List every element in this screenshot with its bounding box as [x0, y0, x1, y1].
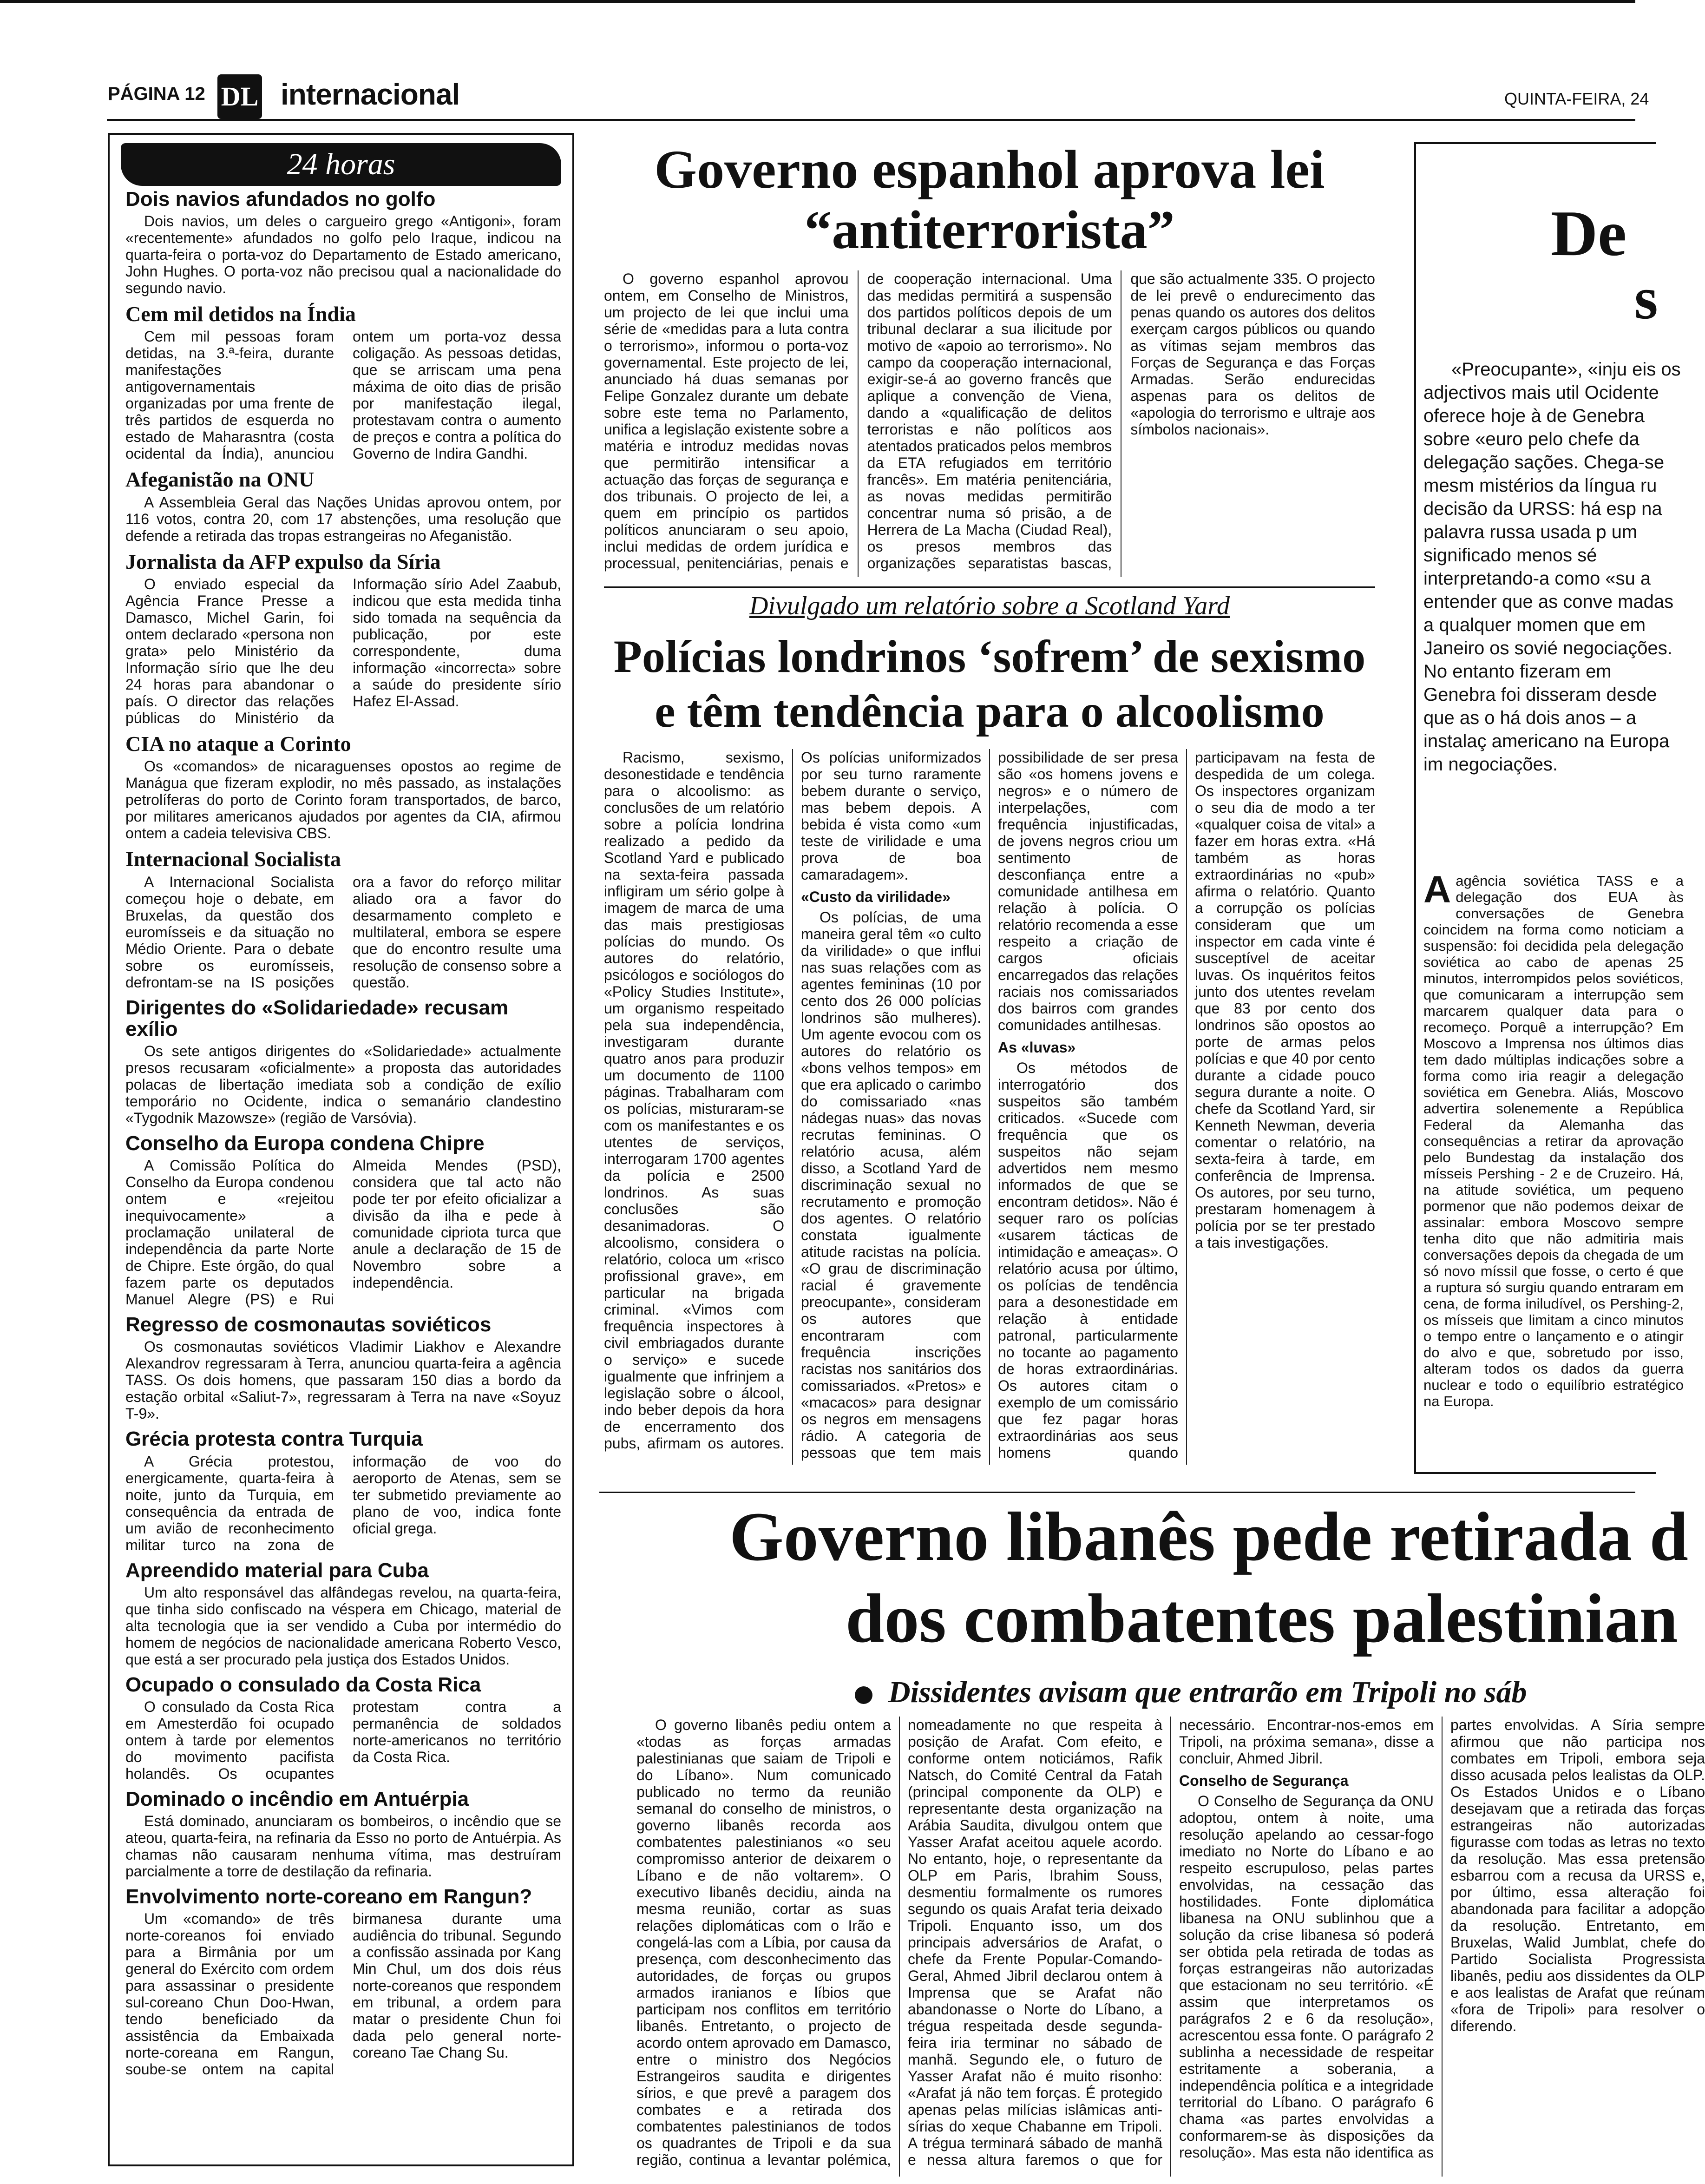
news24-item-text: O consulado da Costa Rica em Amesterdão foi ocupado ontem à tarde por elementos do movimento pacifista holandês. Os ocupantes protestam contra a permanência de soldados norte-americanos no território da Costa Rica. [125, 1698, 561, 1782]
police-subhead-1: «Custo da virilidade» [801, 888, 951, 905]
lebanon-subhead-2: Conselho de Segurança [1179, 1772, 1349, 1789]
news24-item-title: Ocupado o consulado da Costa Rica [125, 1673, 481, 1696]
spain-body: O governo espanhol aprovou ontem, em Conselho de Ministros, um projecto de lei que inclui uma série de «medidas para a luta contra o terrorismo», informou o porta-voz governamental. Este projecto de lei, anunciado há duas semanas por Felipe Gonzalez durante um debate sobre este tema no Parlamento, unifica a legislação existente sobre a matéria e introduz medidas novas que permitirão intensificar a actuação das forças de segurança e dos tribunais. O projecto de lei, a quem em princípio os partidos políticos anunciaram o seu apoio, inclui medidas de ordem jurídica e processual, penitenciárias, penais e de cooperação internacional. Uma das medidas permitirá a suspensão dos partidos políticos depois de um tribunal declarar a sua ilicitude por motivo de «apoio ao terrorismo». No campo da cooperação internacional, exigir-se-á ao governo francês que aplique a convenção de Viena, dando a «qualificação de delitos terroristas e não políticos aos atentados praticados pelos membros da ETA refugiados em território francês». Em matéria penitenciária, as novas medidas permitirão concentrar numa só prisão, a de Herrera de La Macha (Ciudad Real), os presos membros das organizações separatistas bascas, que são actualmente 335. O projecto de lei prevê o endurecimento das penas quando os autores dos delitos exerçam cargos públicos ou quando as vítimas sejam membros das Forças de Segurança e das Forças Armadas. Serão endurecidas aspenas para os delitos de «apologia do terrorismo e ultraje aos símbolos nacionais». [604, 270, 1375, 572]
lebanon-headline-line1: Governo libanês pede retirada d [729, 1498, 1688, 1575]
police-para-a: Racismo, sexismo, desonestidade e tendência para o alcoolismo: as conclusões de um relatório sobre a polícia londrina realizado a pedido da Scotland Yard e publicado na sexta-feira passada infligiram um sério golpe à imagem de marca de uma das mais prestigiosas polícias do mundo. Os autores do relatório, psicólogos e sociólogos do «Policy Studies Institute», um organismo respeitado pela sua independência, investigaram durante quatro anos para produzir um documento de 1100 páginas. Trabalharam com os polícias, misturaram-se com os manifestantes e os utentes de serviços, interrogaram 1700 agentes da polícia e 2500 londrinos. As suas conclusões são desanimadoras. O alcoolismo, considera o relatório, coloca um «risco profissional grave», em particular na brigada criminal. «Vimos com frequência inspectores à civil embriagados durante o serviço» e sucede igualmente que infrinjem a legislação sobre o álcool, indo beber depois da hora de encerramento dos pubs, afirmam os autores. Os polícias uniformizados por seu turno raramente bebem durante o serviço, mas bebem depois. A bebida é vista como «um teste de virilidade e uma prova de boa camaradagem». [604, 749, 981, 1452]
news24-item [125, 733, 561, 842]
news24-item [125, 551, 561, 726]
news24-item [125, 1560, 561, 1668]
top-page-rule [0, 0, 1635, 3]
news24-item [125, 997, 561, 1126]
news24-item [125, 303, 561, 462]
soviet-article [1414, 142, 1684, 1474]
police-article [604, 589, 1375, 1493]
police-para-b: Os polícias, de uma maneira geral têm «o culto da virilidade» o que influi nas suas relações com as agentes femininas (10 por cento dos 26 000 polícias londrinos são mulheres). Um agente evocou com os autores do relatório os «bons velhos tempos» em que era aplicado o carimbo do comissariado «nas nádegas nuas» das novas recrutas femininas. O relatório acusa, além disso, a Scotland Yard de discriminação sexual no recrutamento e promoção dos agentes. O relatório constata igualmente atitude racistas na polícia. «O grau de discriminação racial é gravemente preocupante», consideram os autores que encontraram com frequência inscrições racistas nos sanitários dos comissariados. «Pretos» e «macacos» para designar os negros em mensagens rádio. A categoria de pessoas que tem mais possibilidade de ser presa são «os homens jovens e negros» e o número de interpelações, com frequência injustificadas, de jovens negros criou um sentimento de desconfiança entre a comunidade antilhesa em relação à polícia. O relatório recomenda a esse respeito a criação de cargos oficiais encarregados das relações raciais nos comissariados dos bairros com grandes comunidades antilhesas. [801, 749, 1178, 1461]
news24-item-title: Dois navios afundados no golfo [125, 188, 436, 211]
soviet-headline-2: s [1634, 265, 1658, 332]
news24-item-title: Conselho da Europa condena Chipre [125, 1132, 485, 1155]
soviet-headline [1551, 199, 1626, 269]
news24-item-text: Os «comandos» de nicaraguenses opostos ao regime de Manágua que fizeram explodir, no mês passado, as instalações petrolíferas do porto de Corinto foram transportados, de barco, por militares americanos ajudados por agentes da CIA, afirmou ontem a cadeia televisiva CBS. [125, 758, 561, 842]
date-label: QUINTA-FEIRA, 24 [1504, 89, 1649, 108]
section-title: internacional [281, 78, 460, 111]
soviet-body: agência soviética TASS e a delegação dos EUA às conversações de Genebra coincidem na forma como noticiam a suspensão: foi decidida pela delegação soviética ao cabo de apenas 25 minutos, interrompidos pelos soviéticos, que comunicaram a interrupção sem marcarem qualquer data para o recomeço. Porquê a interrupção? Em Moscovo a Imprensa nos últimos dias tem dado múltiplas indicações sobre a forma como iria reagir a delegação soviética em Genebra. Aliás, Moscovo advertira solenemente a República Federal da Alemanha das consequências a retirar da aprovação pelo Bundestag da instalação dos mísseis Pershing - 2 e de Cruzeiro. Há, na atitude soviética, um pequeno pormenor que não podemos deixar de assinalar: embora Moscovo sempre tenha dito que não admitiria mais conversações depois da chegada de um só novo míssil que fosse, o certo é que a ruptura só surgiu quando entraram em cena, de forma iniludível, os Pershing-2, os mísseis que limitam a cinco minutos o tempo entre o lançamento e o atingir do alvo e que, sobretudo por isso, alteram todos os dados da guerra nuclear e todo o equilíbrio estratégico na Europa. [1423, 873, 1684, 1409]
lebanon-headline-line2: dos combatentes palestinian [846, 1580, 1678, 1657]
soviet-dropcap: A [1423, 868, 1451, 911]
news24-box [108, 133, 574, 2166]
news24-banner [121, 143, 561, 186]
soviet-intro: «Preocupante», «inju eis os adjectivos mais util Ocidente oferece hoje à de Genebra sobre «euro pelo chefe da delegação sações. Chega-se mesm mistérios da língua ru decisão da URSS: há esp na palavra russa usada p um significado menos sé interpretando-a como «su a entender que as conve madas a qualquer momen que em Janeiro os sovié negociações. No entanto fizeram em Genebra foi disseram desde que as o há dois anos – a instalaç americano na Europa im negociações. [1423, 359, 1681, 775]
news24-item-text: Um «comando» de três norte-coreanos foi enviado para a Birmânia por um general do Exército com ordem para assassinar o presidente sul-coreano Chun Doo-Hwan, tendo beneficiado da assistência da Embaixada norte-coreana em Rangun, soube-se ontem na capital birmanesa durante uma audiência do tribunal. Segundo a confissão assinada por Kang Min Chul, um dos dois réus norte-coreanos que respondem em tribunal, a ordem para matar o presidente Chun foi dada pelo general norte-coreano Tae Chang Su. [125, 1910, 561, 2078]
news24-item-title: Apreendido material para Cuba [125, 1559, 429, 1582]
lebanon-body [636, 1717, 1705, 2177]
news24-item-title: Regresso de cosmonautas soviéticos [125, 1313, 492, 1336]
news24-item-text: A Internacional Socialista começou hoje o debate, em Bruxelas, da questão dos euromísseis e da situação no Médio Oriente. Para o debate sobre os euromísseis, defrontam-se na IS posições ora a favor do reforço militar aliado ora a favor do desarmamento completo e multilateral, embora se espere que do encontro resulte uma resolução de consenso sobre a questão. [125, 873, 561, 991]
news24-item [125, 468, 561, 544]
news24-item [125, 1674, 561, 1782]
news24-item-title: Envolvimento norte-coreano em Rangun? [125, 1885, 532, 1908]
news24-item-title: CIA no ataque a Corinto [125, 732, 351, 756]
news24-item [125, 1133, 561, 1308]
news24-item-text: A Grécia protestou, energicamente, quarta-feira à noite, junto da Turquia, em consequência da entrada de um avião de reconhecimento militar turco na zona de informação de voo do aeroporto de Atenas, sem se ter submetido previamente ao plano de voo, indica fonte oficial grega. [125, 1453, 561, 1553]
header-rule [107, 119, 1635, 121]
police-kicker: Divulgado um relatório sobre a Scotland Yard [749, 592, 1230, 620]
news24-item-title: Internacional Socialista [125, 847, 341, 871]
news24-item-text: A Comissão Política do Conselho da Europa condenou ontem e «rejeitou inequivocamente» a proclamação unilateral de independência da parte Norte de Chipre. Este órgão, do qual fazem parte os deputados Manuel Alegre (PS) e Rui Almeida Mendes (PSD), considera que tal acto não pode ter por efeito oficializar a divisão da ilha e pede à comunidade cipriota turca que anule a declaração de 15 de Novembro sobre a independência. [125, 1157, 561, 1308]
lebanon-top-rule [599, 1492, 1635, 1493]
spain-article [604, 139, 1375, 585]
news24-item [125, 1428, 561, 1553]
news24-item-text: A Assembleia Geral das Nações Unidas aprovou ontem, por 116 votos, contra 20, com 17 abstenções, uma resolução que defende a retirada das tropas estrangeiras no Afeganistão. [125, 493, 561, 544]
news24-item-text: Cem mil pessoas foram detidas, na 3.ª-feira, durante manifestações antigovernamentais organizadas por uma frente de três partidos de esquerda no estado de Maharasntra (costa ocidental da Índia), anunciou ontem um porta-voz dessa coligação. As pessoas detidas, que se arriscam uma pena máxima de oito dias de prisão por manifestação ilegal, protestavam contra o aumento de preços e contra a política do Governo de Indira Gandhi. [125, 328, 561, 462]
lebanon-subhead-text: Dissidentes avisam que entrarão em Tripoli no sáb [888, 1675, 1527, 1709]
news24-item-title: Jornalista da AFP expulso da Síria [125, 549, 441, 573]
news24-item-text: Um alto responsável das alfândegas revelou, na quarta-feira, que tinha sido confiscado na véspera em Chicago, material de alta tecnologia que ia ser vendido a Cuba por intermédio do homem de negócios de nacionalidade americana Roberto Vesco, que está a ser procurado pela justiça dos Estados Unidos. [125, 1584, 561, 1668]
news24-item [125, 1314, 561, 1422]
lebanon-para-b: O Conselho de Segurança da ONU adoptou, ontem à noite, uma resolução apelando ao cessar-fogo imediato no Norte do Líbano e ao respeito escrupuloso, pelas partes envolvidas, na cessação das hostilidades. Fonte diplomática libanesa na ONU sublinhou que a solução da crise libanesa só poderá ser obtida pela retirada de todas as forças estrangeiras não autorizadas que estacionam no seu território. «É assim que interpretamos os parágrafos 2 e 6 da resolução», acrescentou essa fonte. O parágrafo 2 sublinha a necessidade de respeitar estritamente a soberania, a independência política e a integridade territorial do Líbano. O parágrafo 6 chama «as partes envolvidas a conformarem-se às disposições da resolução». Mas esta não identifica as partes envolvidas. A Síria sempre afirmou que não participa nos combates em Tripoli, embora seja disso acusada pelos lealistas da OLP. Os Estados Unidos e o Líbano desejavam que a retirada das forças estrangeiras não autorizadas figurasse com todas as letras no texto da resolução. Mas essa pretensão esbarrou com a recusa da URSS e, por último, essa alteração foi abandonada para facilitar a adopção da resolução. Entretanto, em Bruxelas, Walid Jumblat, chefe do Partido Socialista Progressista libanês, pediu aos dissidentes da OLP e aos lealistas de Arafat que reúnam «fora de Tripoli» para resolver o diferendo. [1179, 1717, 1705, 2161]
soviet-headline-text: De [1551, 197, 1627, 270]
news24-item-text: O enviado especial da Agência France Presse a Damasco, Michel Garin, foi ontem declarado «persona non grata» pelo Ministério da Informação sírio que lhe deu 24 horas para abandonar o país. O director das relações públicas do Ministério da Informação sírio Adel Zaabub, indicou que esta medida tinha sido tomada na sequência da publicação, por este correspondente, duma informação «incorrecta» sobre a saúde do presidente sírio Hafez El-Assad. [125, 576, 561, 727]
page-label: PÁGINA 12 [108, 84, 205, 104]
news24-item-title: Grécia protesta contra Turquia [125, 1427, 423, 1451]
news24-item [125, 848, 561, 990]
bullet-icon [855, 1686, 872, 1704]
news24-item-title: Dominado o incêndio em Antuérpia [125, 1787, 469, 1810]
logo-letters: DL [221, 81, 259, 112]
police-headline: Polícias londrinos ‘sofrem’ de sexismo e têm tendência para o alcoolismo [613, 631, 1366, 737]
police-body [604, 749, 1375, 1465]
section-logo [217, 74, 262, 119]
news24-item-text: Dois navios, um deles o cargueiro grego «Antigoni», foram «recentemente» afundados no golfo pelo Iraque, indicou na quarta-feira o porta-voz do Departamento de Estado americano, John Hughes. O porta-voz não precisou qual a nacionalidade do segundo navio. [125, 213, 561, 297]
news24-item-title: Cem mil detidos na Índia [125, 302, 356, 326]
news24-item [125, 189, 561, 296]
lebanon-para-a: O governo libanês pediu ontem a «todas as forças armadas palestinianas que saiam de Tripoli e do Líbano». Num comunicado publicado no termo da reunião semanal do conselho de ministros, o governo libanês recorda aos combatentes palestinianos «o seu compromisso anterior de deixarem o Líbano e de não voltarem». O executivo libanês decidiu, ainda na mesma reunião, cortar as suas relações diplomáticas com o Irão e congelá-las com a Líbia, por causa da presença, com desconhecimento das autoridades, de forças ou grupos armados iranianos e líbios que participam nos conflitos em território libanês. Entretanto, o projecto de acordo ontem aprovado em Damasco, entre o ministro dos Negócios Estrangeiros saudita e dirigentes sírios, e que prevê a paragem dos combates e a retirada dos combatentes palestinianos de todos os quadrantes de Tripoli e da sua região, continua a levantar polémica, nomeadamente no que respeita à posição de Arafat. Com efeito, e conforme ontem noticiámos, Rafik Natsch, do Comité Central da Fatah (principal componente da OLP) e representante desta organização na Arábia Saudita, divulgou ontem que Yasser Arafat aceitou aquele acordo. No entanto, hoje, o representante da OLP em Paris, Ibrahim Souss, desmentiu formalmente os rumores segundo os quais Arafat teria deixado Tripoli. Enquanto isso, um dos principais adversários de Arafat, o chefe da Frente Popular-Comando-Geral, Ahmed Jibril declarou ontem à Imprensa que se Arafat não abandonasse o Norte do Líbano, a trégua respeitada desde segunda-feira iria terminar no sábado de manhã. Segundo ele, o futuro de Yasser Arafat não é muito risonho: «Arafat já não tem forças. É protegido apenas pelas milícias islâmicas anti-sírias do xeque Chabanne em Tripoli. A trégua terminará sábado de manhã e nessa altura faremos o que for necessário. Encontrar-nos-emos em Tripoli, na próxima semana», disse a concluir, Ahmed Jibril. [636, 1717, 1434, 2168]
police-subhead-2: As «luvas» [998, 1039, 1076, 1056]
news24-banner-title: 24 horas [287, 147, 395, 181]
news24-item-title: Dirigentes do «Solidariedade» recusam exílio [125, 996, 509, 1040]
news24-item-text: Os cosmonautas soviéticos Vladimir Liakhov e Alexandre Alexandrov regressaram à Terra, anunciou quarta-feira a agência TASS. Os dois homens, que passaram 150 dias a bordo da estação orbital «Saliut-7», regressaram à Terra na nave «Soyuz T-9». [125, 1338, 561, 1422]
news24-item-text: Está dominado, anunciaram os bombeiros, o incêndio que se ateou, quarta-feira, na refinaria da Esso no porto de Antuérpia. As chamas não causaram nenhuma vítima, mas destruíram parcialmente a torre de destilação da refinaria. [125, 1813, 561, 1880]
news24-item [125, 1789, 561, 1880]
news24-list [110, 189, 572, 2078]
spain-bottom-rule [604, 586, 1375, 588]
police-para-c: Os métodos de interrogatório dos suspeitos são também criticados. «Sucede com frequência que os suspeitos não sejam advertidos nem mesmo informados de que se encontram detidos». Não é sequer raro os polícias «usarem tácticas de intimidação e ameaças». O relatório acusa por último, os polícias de tendência para a desonestidade em relação à entidade patronal, particularmente no tocante ao pagamento de horas extraordinárias. Os autores citam o exemplo de um comissário que fez pagar horas extraordinárias aos seus homens quando participavam na festa de despedida de um colega. Os inspectores organizam o seu dia de modo a ter «qualquer coisa de vital» a fazer em horas extra. «Há também as horas extraordinárias no «pub» afirma o relatório. Quanto a corrupção os polícias consideram que um inspector em cada vinte é susceptível de aceitar luvas. Os inquéritos feitos junto dos utentes revelam que 83 por cento dos londrinos são opostos ao porte de armas pelos polícias e que 40 por cento durante a cidade pouco segura durante a noite. O chefe da Scotland Yard, sir Kenneth Newman, deveria comentar o relatório, na sexta-feira à tarde, em conferência de Imprensa. Os autores, por seu turno, prestaram homenagem à polícia por se ter prestado a tais investigações. [998, 749, 1375, 1461]
spain-headline: Governo espanhol aprova lei “antiterrorista” [654, 139, 1325, 260]
soviet-body-wrap [1423, 868, 1684, 1409]
lebanon-article [604, 1497, 1705, 2176]
lebanon-subhead [855, 1675, 1527, 1710]
news24-item-text: Os sete antigos dirigentes do «Solidariedade» actualmente presos recusaram «oficialmente» a proposta das autoridades polacas de libertação imediata sob a condição de exílio temporário no Ocidente, indica o semanário clandestino «Tygodnik Mazowsze» (região de Varsóvia). [125, 1043, 561, 1127]
news24-item-title: Afeganistão na ONU [125, 467, 315, 492]
news24-item [125, 1886, 561, 2078]
